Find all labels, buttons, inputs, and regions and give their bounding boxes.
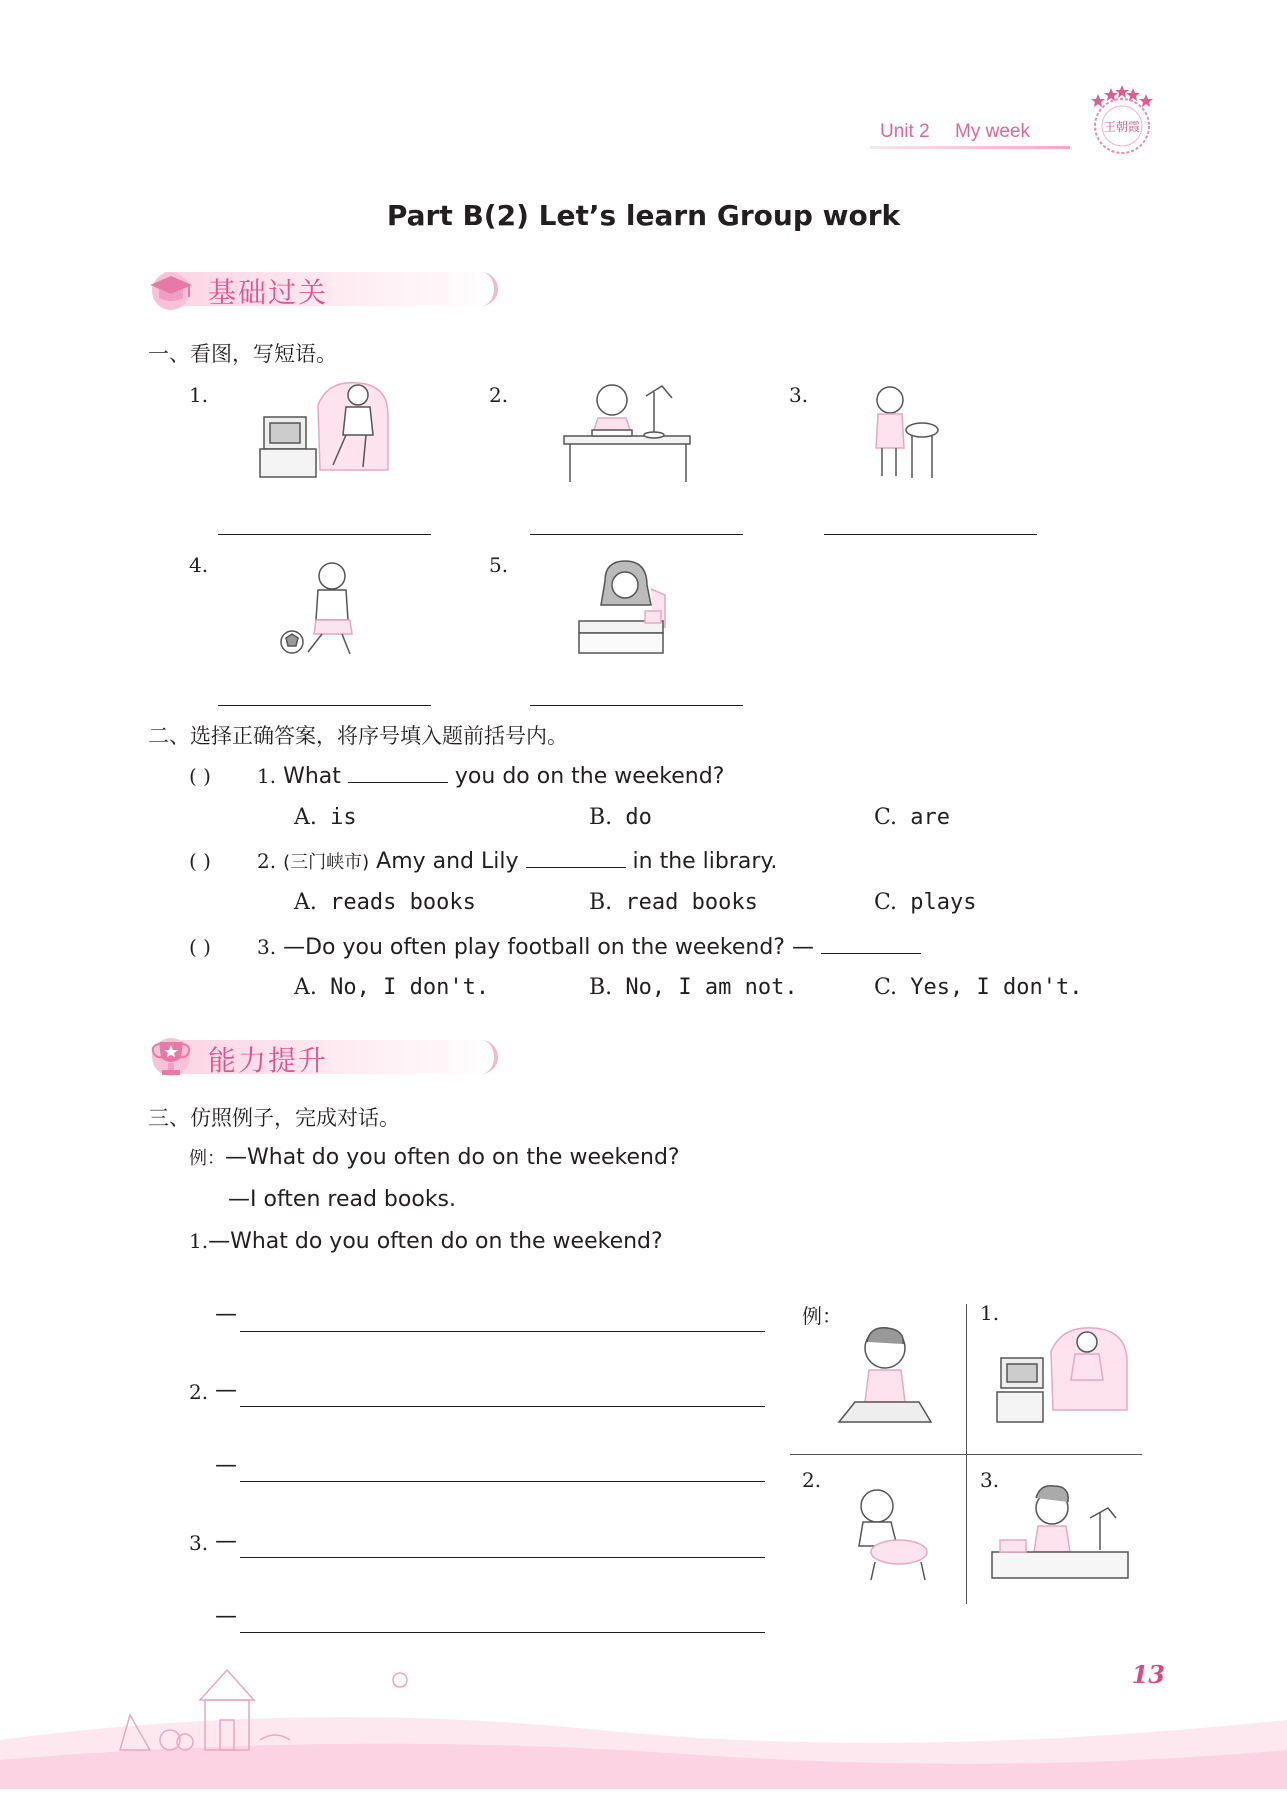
header-topic: My week — [955, 121, 1030, 142]
answer-bracket[interactable]: ( ) — [189, 935, 211, 959]
q1-answer-line[interactable] — [218, 705, 431, 706]
q1-answer-line[interactable] — [530, 534, 743, 535]
question-blank[interactable] — [821, 933, 921, 954]
question-row — [257, 847, 777, 874]
question-text-after: you do on the weekend? — [454, 764, 725, 789]
dialogue-answer-line[interactable] — [240, 1632, 765, 1633]
option-label: C. — [874, 975, 898, 1000]
question-row — [257, 933, 921, 960]
example-answer: —I often read books. — [228, 1187, 457, 1212]
q3-item-1-question — [189, 1229, 663, 1254]
option-label: B. — [589, 890, 613, 915]
dialogue-dash: — — [215, 1302, 237, 1327]
option-text: is — [330, 805, 357, 830]
question-blank[interactable] — [526, 847, 626, 868]
page-title: Part B(2) Let’s learn Group work — [386, 199, 901, 232]
example-question — [189, 1144, 680, 1170]
option-text: No, I am not. — [625, 975, 798, 1000]
q2-heading: 二、选择正确答案，将序号填入题前括号内。 — [148, 724, 568, 748]
option-b[interactable] — [589, 890, 758, 915]
panel-label: 1. — [980, 1301, 1000, 1325]
option-text: read books — [625, 890, 758, 915]
question-text-before: —Do you often play football on the weekend? — — [283, 935, 814, 960]
question-number: 3. — [189, 1531, 209, 1555]
question-text-before: Amy and Lily — [376, 849, 519, 874]
option-label: B. — [589, 975, 613, 1000]
option-b[interactable] — [589, 805, 652, 830]
picture-playing-football — [278, 560, 368, 660]
dialogue-dash: — — [215, 1604, 237, 1629]
answer-bracket[interactable]: ( ) — [189, 849, 211, 873]
example-label: 例： — [189, 1148, 225, 1169]
dialogue-dash: — — [215, 1529, 237, 1554]
question-text-before: What — [283, 764, 341, 789]
q1-answer-line[interactable] — [530, 705, 743, 706]
banner-title: 基础过关 — [208, 276, 329, 309]
option-a[interactable] — [294, 805, 357, 830]
picture-washing-clothes — [862, 378, 942, 483]
option-label: A. — [294, 890, 317, 915]
question-text-after: in the library. — [632, 849, 778, 874]
footer-decoration — [0, 1660, 1287, 1789]
panel-reading-books — [835, 1318, 935, 1428]
panel-label: 例： — [802, 1304, 842, 1328]
q1-item-number: 4. — [189, 553, 209, 577]
brand-logo — [1085, 82, 1159, 156]
question-source: (三门峡市) — [283, 852, 370, 873]
q1-item-number: 2. — [489, 383, 509, 407]
option-text: plays — [910, 890, 977, 915]
header-underline — [870, 146, 1070, 149]
question-text: —What do you often do on the weekend? — [208, 1229, 663, 1254]
panel-label: 2. — [802, 1468, 822, 1492]
grid-horizontal-divider — [790, 1454, 1142, 1455]
dialogue-answer-line[interactable] — [240, 1331, 765, 1332]
q1-item-number: 3. — [789, 383, 809, 407]
option-text: No, I don't. — [330, 975, 490, 1000]
q1-item-number: 1. — [189, 383, 209, 407]
q1-item-number: 5. — [489, 553, 509, 577]
panel-washing-clothes — [845, 1482, 935, 1582]
banner-title: 能力提升 — [208, 1044, 329, 1077]
q3-heading: 三、仿照例子，完成对话。 — [148, 1106, 400, 1130]
q1-answer-line[interactable] — [218, 534, 431, 535]
option-c[interactable] — [874, 805, 950, 830]
trophy-icon — [146, 1034, 196, 1080]
option-text: Yes, I don't. — [910, 975, 1083, 1000]
option-b[interactable] — [589, 975, 798, 1000]
panel-watching-tv — [995, 1322, 1135, 1432]
question-blank[interactable] — [348, 762, 448, 783]
graduation-cap-icon — [146, 266, 196, 312]
dialogue-dash: — — [215, 1378, 237, 1403]
logo-text: 王朝霞 — [1103, 120, 1141, 134]
question-number: 2. — [189, 1380, 209, 1404]
option-a[interactable] — [294, 975, 489, 1000]
option-c[interactable] — [874, 975, 1082, 1000]
dialogue-dash: — — [215, 1453, 237, 1478]
question-number: 1. — [189, 1229, 209, 1253]
q1-heading: 一、看图，写短语。 — [148, 342, 337, 366]
example-question-text: —What do you often do on the weekend? — [225, 1145, 680, 1170]
option-text: reads books — [330, 890, 476, 915]
option-label: A. — [294, 975, 317, 1000]
option-label: C. — [874, 805, 898, 830]
option-a[interactable] — [294, 890, 476, 915]
picture-doing-homework — [562, 378, 694, 483]
section-banner-advanced — [146, 1034, 526, 1080]
picture-grid — [790, 1300, 1142, 1605]
option-label: C. — [874, 890, 898, 915]
dialogue-answer-line[interactable] — [240, 1406, 765, 1407]
option-label: A. — [294, 805, 317, 830]
option-text: do — [625, 805, 652, 830]
q1-answer-line[interactable] — [824, 534, 1037, 535]
question-row — [257, 762, 724, 789]
dialogue-answer-line[interactable] — [240, 1557, 765, 1558]
question-number: 2. — [257, 849, 277, 873]
header-unit: Unit 2 — [880, 121, 930, 142]
dialogue-answer-line[interactable] — [240, 1481, 765, 1482]
question-number: 1. — [257, 764, 277, 788]
option-c[interactable] — [874, 890, 977, 915]
page-number: 13 — [1131, 1660, 1165, 1689]
panel-doing-homework — [990, 1478, 1135, 1588]
option-label: B. — [589, 805, 613, 830]
answer-bracket[interactable]: ( ) — [189, 764, 211, 788]
question-number: 3. — [257, 935, 277, 959]
option-text: are — [910, 805, 951, 830]
picture-reading-books — [575, 555, 675, 660]
section-banner-basic — [146, 266, 526, 312]
picture-watching-tv — [258, 375, 393, 480]
panel-label: 3. — [980, 1468, 1000, 1492]
